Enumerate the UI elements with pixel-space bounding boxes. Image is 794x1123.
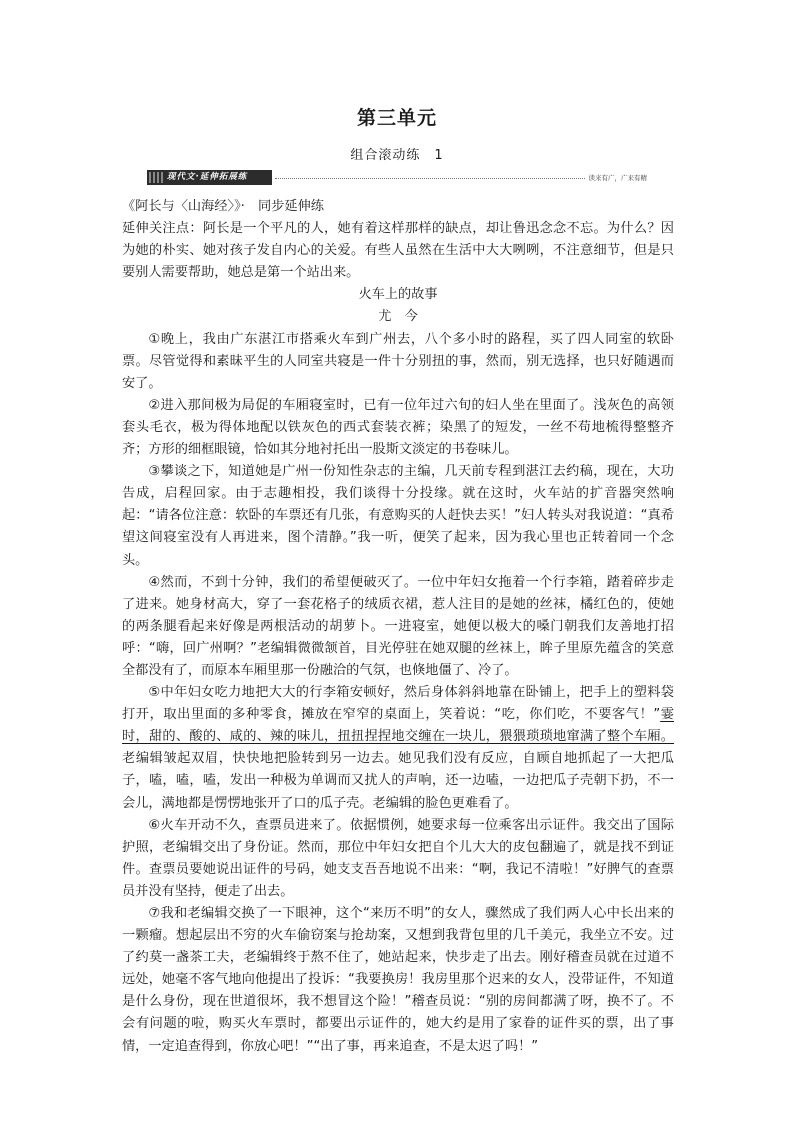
banner-dotted-rule (275, 178, 585, 179)
article-content (122, 196, 674, 1058)
unit-title: 第三单元 (356, 107, 437, 129)
section-banner (147, 170, 647, 186)
section-heading: 《阿长与〈山海经〉》· 同步延伸练 (122, 199, 324, 214)
banner-tag-label: 现代文·延伸拓展练 (167, 172, 248, 182)
article-author: 尤 今 (378, 309, 418, 325)
underlined-sentence: 霎时，甜的、酸的、咸的、辣的味儿，扭扭捏捏地交缠在一块儿，猥猥琐琐地窜满了整个车厢。 (122, 707, 674, 745)
banner-slogan: 读来有广，广来有精 (588, 174, 647, 182)
paragraph-1: ①晚上，我由广东湛江市搭乘火车到广州去，八个多小时的路程，买了四人同室的软卧票。尽管觉得和素昧平生的人同室共寝是一件十分别扭的事，然而，别无选择，也只好随遇而安了。 (122, 331, 674, 391)
paragraph-5-start: ⑤中年妇女吃力地把大大的行李箱安顿好，然后身体斜斜地靠在卧铺上，把手上的塑料袋打开，取出里面的多种零食，摊放在窄窄的桌面上，笑着说：“吃，你们吃，不要客气！” (122, 685, 674, 723)
paragraph-6: ⑥火车开动不久，查票员进来了。依据惯例，她要求每一位乘客出示证件。我交出了国际护照，老编辑交出了身份证。然而，那位中年妇女把自个儿大大的皮包翻遍了，就是找不到证件。查票员要她说出证件的号码，她支支吾吾地说不出来：“啊，我记不清啦！”好脾气的查票员并没有坚持，便走了出去。 (122, 817, 674, 899)
section-intro: 延伸关注点：阿长是一个平凡的人，她有着这样那样的缺点，却让鲁迅念念不忘。为什么？因为她的朴实、她对孩子发自内心的关爱。有些人虽然在生活中大大咧咧，不注意细节，但是只要别人需要帮助，她总是第一个站出来。 (122, 221, 674, 281)
banner-tag (147, 170, 272, 185)
paragraph-4: ④然而，不到十分钟，我们的希望便破灭了。一位中年妇女拖着一个行李箱，踏着碎步走了进来。她身材高大，穿了一套花格子的绒质衣裙，惹人注目的是她的丝袜，橘红色的，使她的两条腿看起来好像是两根活动的胡萝卜。一进寝室，她便以极大的嗓门朝我们友善地打招呼：“嗨，回广州啊？”老编辑微微颔首，目光停驻在她双腿的丝袜上，眸子里原先蕴含的笑意全都没有了，而原本车厢里那一份融洽的气氛，也倏地僵了、冷了。 (122, 574, 674, 678)
exercise-subtitle: 组合滚动练 1 (350, 148, 444, 163)
paragraph-5 (122, 682, 674, 815)
banner-stripe-icon (149, 172, 163, 183)
paragraph-5-end: 老编辑皱起双眉，快快地把脸转到另一边去。她见我们没有反应，自顾自地抓起了一大把瓜子，嗑，嗑，嗑，发出一种极为单调而又扰人的声响，还一边嗑，一边把瓜子壳朝下扔，不一会儿，满地都是愣愣地张开了口的瓜子壳。老编辑的脸色更难看了。 (122, 751, 674, 811)
paragraph-3: ③攀谈之下，知道她是广州一份知性杂志的主编，几天前专程到湛江去约稿，现在，大功告成，启程回家。由于志趣相投，我们谈得十分投缘。就在这时，火车站的扩音器突然响起：“请各位注意：软卧的车票还有几张，有意购买的人赶快去买！”妇人转头对我说道：“真希望这间寝室没有人再进来，图个清静。”我一听，便笑了起来，因为我心里也正转着同一个念头。 (122, 464, 674, 568)
paragraph-2: ②进入那间极为局促的车厢寝室时，已有一位年过六旬的妇人坐在里面了。浅灰色的高领套头毛衣，极为得体地配以铁灰色的西式套装衣裤；染黑了的短发，一丝不苟地梳得整整齐齐；方形的细框眼镜，恰如其分地衬托出一股斯文淡定的书卷味儿。 (122, 397, 674, 458)
paragraph-7: ⑦我和老编辑交换了一下眼神，这个“来历不明”的女人，骤然成了我们两人心中长出来的一颗瘤。想起层出不穷的火车偷窃案与抢劫案，又想到我背包里的几千美元，我坐立不安。过了约莫一盏茶工夫，老编辑终于熬不住了，她站起来，快步走了出去。刚好稽查员就在过道不远处，她毫不客气地向他提出了投诉：“我要换房！我房里那个迟来的女人，没带证件，不知道是什么身份，现在世道很坏，我不想冒这个险！”稽查员说：“别的房间都满了呀，换不了。不会有问题的啦，购买火车票时，都要出示证件的，她大约是用了家眷的证件买的票，出了事情，一定追查得到，你放心吧！”“出了事，再来追查，不是太迟了吗！” (122, 906, 674, 1054)
article-title: 火车上的故事 (358, 287, 438, 303)
